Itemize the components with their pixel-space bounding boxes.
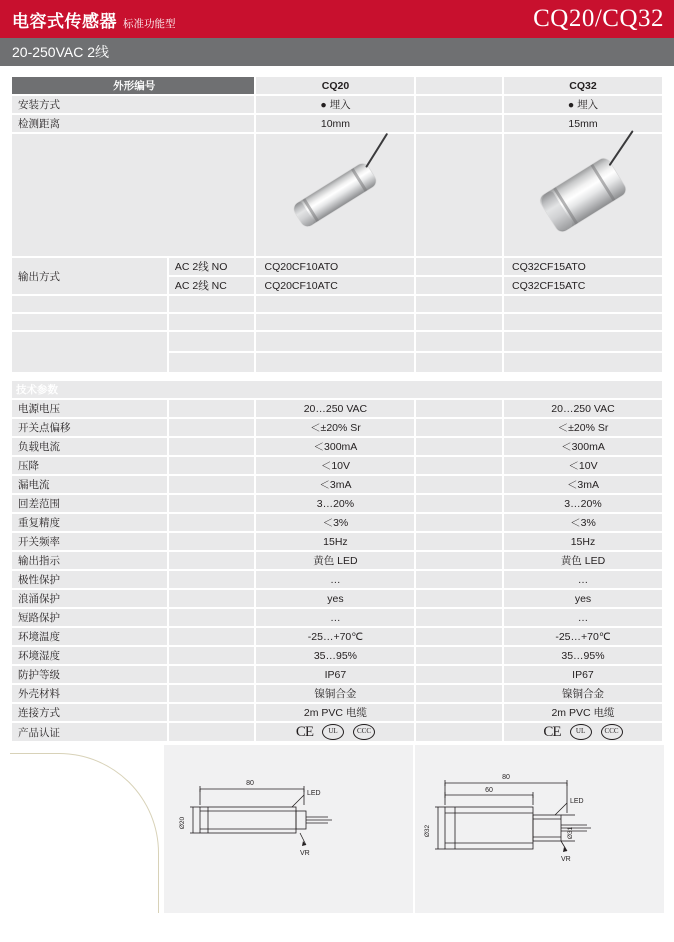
tech-label-9: 极性保护 (12, 571, 167, 588)
model-title: CQ20/CQ32 (533, 5, 664, 32)
cable-cq32 (609, 130, 634, 166)
tech-val-3-cq20: ＜10V (256, 457, 414, 474)
tech-gap (416, 400, 502, 417)
tech-label-8: 输出指示 (12, 552, 167, 569)
shape-table (10, 75, 664, 374)
table-row (12, 571, 662, 588)
tech-label-13: 环境湿度 (12, 647, 167, 664)
tech-val-4-cq32: ＜3mA (504, 476, 662, 493)
tech-gap (416, 647, 502, 664)
decorative-arc (10, 753, 159, 913)
product-photo-row (12, 134, 662, 256)
tech-gap (169, 476, 255, 493)
tech-gap (169, 571, 255, 588)
page-subtitle: 标准功能型 (123, 17, 176, 30)
value-mounting-cq32: ● 埋入 (504, 96, 662, 113)
tech-val-6-cq20: ＜3% (256, 514, 414, 531)
spacer-cell (416, 96, 502, 113)
tech-label-11: 短路保护 (12, 609, 167, 626)
tech-gap (416, 723, 502, 741)
extra-sub-2 (169, 353, 255, 372)
tech-table-title: 技术参数 (12, 381, 662, 398)
page-header (0, 0, 674, 38)
header-left-group (12, 7, 176, 32)
table-row (12, 419, 662, 436)
empty-sub-1 (169, 296, 255, 312)
tech-label-2: 负载电流 (12, 438, 167, 455)
tech-val-13-cq20: 35…95% (256, 647, 414, 664)
page-title: 电容式传感器 (12, 11, 117, 31)
dim-body-length-cq32: 60 (485, 787, 493, 794)
table-row (12, 457, 662, 474)
tech-val-7-cq20: 15Hz (256, 533, 414, 550)
output-code-nc-cq20: CQ20CF10ATC (256, 277, 414, 294)
output-mode-label: 输出方式 (12, 258, 167, 294)
table-row (12, 666, 662, 683)
spacer-cell (416, 77, 502, 94)
tech-label-3: 压降 (12, 457, 167, 474)
cert-marks-cq20 (256, 723, 414, 741)
tech-gap (169, 590, 255, 607)
output-code-nc-cq32: CQ32CF15ATC (504, 277, 662, 294)
spacer-cell (416, 296, 502, 312)
tech-val-16-cq32: 2m PVC 电缆 (504, 704, 662, 721)
row-label-mounting: 安装方式 (12, 96, 254, 113)
drawing-svg-cq32 (415, 745, 664, 913)
label-led-cq32: LED (570, 798, 584, 805)
tech-gap (416, 457, 502, 474)
tech-gap (169, 438, 255, 455)
tech-val-5-cq32: 3…20% (504, 495, 662, 512)
spacer-cell (416, 332, 502, 351)
voltage-band-label: 20-250VAC 2线 (12, 44, 110, 60)
spacer-cell (416, 314, 502, 330)
table-row (12, 647, 662, 664)
value-distance-cq32: 15mm (504, 115, 662, 132)
tech-gap (169, 628, 255, 645)
tech-gap (416, 476, 502, 493)
tech-label-14: 防护等级 (12, 666, 167, 683)
tech-gap (416, 514, 502, 531)
tech-val-16-cq20: 2m PVC 电缆 (256, 704, 414, 721)
dim-total-length-cq20: 80 (246, 780, 254, 787)
output-row-empty-2 (12, 314, 662, 330)
label-vr-cq32: VR (561, 856, 571, 863)
table-row (12, 552, 662, 569)
tech-val-1-cq32: ＜±20% Sr (504, 419, 662, 436)
photo-cell-cq20 (256, 134, 414, 256)
tech-val-11-cq32: … (504, 609, 662, 626)
tech-val-6-cq32: ＜3% (504, 514, 662, 531)
dim-total-length-cq32: 80 (502, 774, 510, 781)
tech-val-8-cq32: 黄色 LED (504, 552, 662, 569)
output-sub-nc: AC 2线 NC (169, 277, 255, 294)
dimension-drawings-row (10, 745, 664, 913)
tech-gap (169, 533, 255, 550)
sensor-photo-cq32 (538, 156, 628, 234)
tech-val-15-cq32: 镍铜合金 (504, 685, 662, 702)
photo-empty-cell (12, 134, 254, 256)
tech-label-16: 连接方式 (12, 704, 167, 721)
tech-gap (169, 685, 255, 702)
table-row (12, 438, 662, 455)
tech-val-3-cq32: ＜10V (504, 457, 662, 474)
label-vr-cq20: VR (300, 850, 310, 857)
tech-label-7: 开关频率 (12, 533, 167, 550)
drawing-svg-cq20 (164, 745, 413, 913)
tech-label-1: 开关点偏移 (12, 419, 167, 436)
certification-row (12, 723, 662, 741)
table-row (12, 400, 662, 417)
extra-sub-1 (169, 332, 255, 351)
column-header-cq20: CQ20 (256, 77, 414, 94)
table-row (12, 704, 662, 721)
photo-cell-cq32 (504, 134, 662, 256)
tech-gap (416, 704, 502, 721)
spacer-cell (416, 115, 502, 132)
ul-icon: UL (322, 724, 344, 740)
value-distance-cq20: 10mm (256, 115, 414, 132)
tech-gap (169, 495, 255, 512)
tech-gap (169, 514, 255, 531)
table-row (12, 609, 662, 626)
tech-val-13-cq32: 35…95% (504, 647, 662, 664)
output-row-no (12, 258, 662, 275)
table-row (12, 495, 662, 512)
tech-val-14-cq20: IP67 (256, 666, 414, 683)
tech-gap (169, 704, 255, 721)
empty-val-1-cq32 (504, 296, 662, 312)
ce-icon: CE (295, 723, 313, 740)
label-led-cq20: LED (307, 790, 321, 797)
table-row (12, 476, 662, 493)
column-header-cq32: CQ32 (504, 77, 662, 94)
table-row-sensing-distance (12, 115, 662, 132)
tech-gap (416, 590, 502, 607)
ce-icon: CE (543, 723, 561, 740)
output-code-no-cq20: CQ20CF10ATO (256, 258, 414, 275)
tech-val-15-cq20: 镍铜合金 (256, 685, 414, 702)
table-row (12, 533, 662, 550)
extra-val-1-cq20 (256, 332, 414, 351)
cert-marks-cq32 (504, 723, 662, 741)
tech-val-5-cq20: 3…20% (256, 495, 414, 512)
tech-table (10, 379, 664, 743)
tech-gap (169, 457, 255, 474)
ccc-icon: CCC (601, 724, 623, 740)
voltage-band (0, 38, 674, 66)
tech-gap (416, 419, 502, 436)
extra-val-2-cq32 (504, 353, 662, 372)
ccc-icon: CCC (353, 724, 375, 740)
spacer-cell (416, 258, 502, 275)
output-row-empty-1 (12, 296, 662, 312)
tech-val-0-cq32: 20…250 VAC (504, 400, 662, 417)
tech-val-8-cq20: 黄色 LED (256, 552, 414, 569)
tech-label-15: 外壳材料 (12, 685, 167, 702)
tech-gap (416, 666, 502, 683)
tech-gap (416, 571, 502, 588)
output-code-no-cq32: CQ32CF15ATO (504, 258, 662, 275)
tech-table-title-row (12, 381, 662, 398)
tech-gap (169, 552, 255, 569)
spacer-cell (416, 353, 502, 372)
tech-label-6: 重复精度 (12, 514, 167, 531)
ul-icon: UL (570, 724, 592, 740)
empty-val-2-cq32 (504, 314, 662, 330)
dim-diameter-cq32: Ø32 (424, 824, 431, 838)
tech-gap (416, 685, 502, 702)
tech-val-11-cq20: … (256, 609, 414, 626)
tech-gap (416, 609, 502, 626)
tech-val-0-cq20: 20…250 VAC (256, 400, 414, 417)
empty-label-1 (12, 296, 167, 312)
tech-val-12-cq20: -25…+70℃ (256, 628, 414, 645)
empty-label-2 (12, 314, 167, 330)
table-row (12, 628, 662, 645)
extra-label-block (12, 332, 167, 372)
dim-diameter-cq20: Ø20 (179, 816, 186, 830)
table-row (12, 514, 662, 531)
sensor-photo-cq20 (292, 161, 379, 229)
extra-row-1 (12, 332, 662, 351)
cert-label: 产品认证 (12, 723, 167, 741)
tech-gap (169, 609, 255, 626)
tech-gap (416, 533, 502, 550)
empty-val-2-cq20 (256, 314, 414, 330)
tech-gap (169, 666, 255, 683)
photo-spacer-cell (416, 134, 502, 256)
tech-label-4: 漏电流 (12, 476, 167, 493)
tech-gap (416, 628, 502, 645)
empty-val-1-cq20 (256, 296, 414, 312)
tech-val-4-cq20: ＜3mA (256, 476, 414, 493)
tech-val-12-cq32: -25…+70℃ (504, 628, 662, 645)
tech-val-9-cq32: … (504, 571, 662, 588)
spacer-cell (416, 277, 502, 294)
tech-gap (169, 400, 255, 417)
table-row-mounting (12, 96, 662, 113)
row-label-sensing-distance: 检测距离 (12, 115, 254, 132)
dimension-drawing-cq20 (164, 745, 413, 913)
tech-val-14-cq32: IP67 (504, 666, 662, 683)
tech-val-10-cq32: yes (504, 590, 662, 607)
tech-label-10: 浪涌保护 (12, 590, 167, 607)
value-mounting-cq20: ● 埋入 (256, 96, 414, 113)
tech-gap (416, 495, 502, 512)
shape-table-header-row (12, 77, 662, 94)
tech-gap (416, 438, 502, 455)
tech-val-10-cq20: yes (256, 590, 414, 607)
extra-val-2-cq20 (256, 353, 414, 372)
tech-val-9-cq20: … (256, 571, 414, 588)
tech-val-7-cq32: 15Hz (504, 533, 662, 550)
shape-table-title: 外形编号 (12, 77, 254, 94)
tech-val-2-cq32: ＜300mA (504, 438, 662, 455)
cable-cq20 (366, 133, 389, 168)
decorative-corner-cell (10, 745, 162, 913)
tech-val-2-cq20: ＜300mA (256, 438, 414, 455)
tech-gap (169, 647, 255, 664)
extra-val-1-cq32 (504, 332, 662, 351)
tech-label-0: 电源电压 (12, 400, 167, 417)
output-sub-no: AC 2线 NO (169, 258, 255, 275)
dimension-drawing-cq32 (415, 745, 664, 913)
tech-label-5: 回差范围 (12, 495, 167, 512)
tech-gap (169, 723, 255, 741)
dim-thread-diameter-cq32: Ø31 (567, 826, 574, 840)
empty-sub-2 (169, 314, 255, 330)
table-row (12, 685, 662, 702)
tech-val-1-cq20: ＜±20% Sr (256, 419, 414, 436)
tech-gap (169, 419, 255, 436)
tech-gap (416, 552, 502, 569)
table-row (12, 590, 662, 607)
tech-label-12: 环境温度 (12, 628, 167, 645)
